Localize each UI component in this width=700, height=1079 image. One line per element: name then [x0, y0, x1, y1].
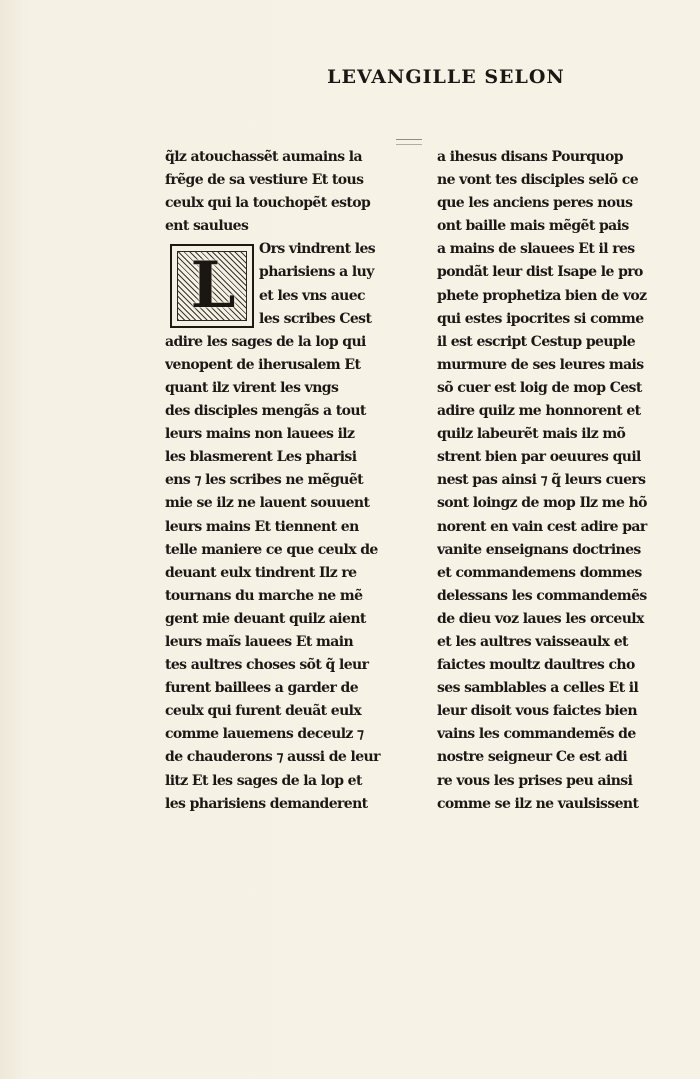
- text-line: vains les commandemẽs de: [437, 726, 636, 743]
- text-line: quant ilz virent les vngs: [165, 379, 339, 396]
- text-line: a mains de slauees Et il res: [437, 241, 635, 258]
- text-line: vanite enseignans doctrines: [437, 541, 641, 558]
- text-line: norent en vain cest adire par: [437, 518, 647, 535]
- text-line: nest pas ainsi ⁊ q̃ leurs cuers: [437, 472, 646, 489]
- text-line: et les aultres vaisseaulx et: [437, 633, 628, 650]
- text-line: ses samblables a celles Et il: [437, 680, 639, 697]
- text-line: mie se ilz ne lauent souuent: [165, 495, 370, 512]
- text-line: pondãt leur dist Isape le pro: [437, 264, 643, 281]
- text-line: frẽge de sa vestiure Et tous: [165, 172, 364, 189]
- text-line: phete prophetiza bien de voz: [437, 287, 647, 304]
- text-line: les blasmerent Les pharisi: [165, 449, 357, 466]
- text-line: de chauderons ⁊ aussi de leur: [165, 749, 380, 766]
- initial-letter: L: [190, 248, 236, 323]
- text-line: leur disoit vous faictes bien: [437, 703, 637, 720]
- text-line: ent saulues: [165, 218, 249, 235]
- text-line: comme se ilz ne vaulsissent: [437, 795, 639, 812]
- text-line: venopent de iherusalem Et: [165, 356, 361, 373]
- text-line: Ors vindrent les: [259, 241, 376, 258]
- text-line: ens ⁊ les scribes ne mẽguẽt: [165, 472, 364, 489]
- text-line: leurs maĩs lauees Et main: [165, 633, 354, 650]
- text-line: strent bien par oeuures quil: [437, 449, 641, 466]
- text-line: les scribes Cest: [259, 310, 372, 327]
- text-line: adire les sages de la lop qui: [165, 333, 366, 350]
- text-line: sõ cuer est loig de mop Cest: [437, 379, 642, 396]
- text-line: ceulx qui la touchopẽt estop: [165, 195, 371, 212]
- text-line: nostre seigneur Ce est adi: [437, 749, 628, 766]
- text-line: leurs mains non lauees ilz: [165, 426, 355, 443]
- marginal-mark: [396, 139, 422, 145]
- text-line: ceulx qui furent deuãt eulx: [165, 703, 362, 720]
- right-column: [437, 146, 669, 816]
- text-line: de dieu voz laues les orceulx: [437, 610, 644, 627]
- text-line: des disciples mengãs a tout: [165, 403, 366, 420]
- text-line: qui estes ipocrites si comme: [437, 310, 644, 327]
- text-line: a ihesus disans Pourquop: [437, 149, 623, 165]
- text-line: et commandemens dommes: [437, 564, 642, 581]
- text-line: furent baillees a garder de: [165, 680, 359, 697]
- text-line: tes aultres choses sõt q̃ leur: [165, 657, 369, 674]
- left-column: [165, 146, 401, 816]
- text-line: quilz labeurẽt mais ilz mõ: [437, 426, 626, 443]
- text-line: faictes moultz daultres cho: [437, 657, 635, 674]
- text-line: murmure de ses leures mais: [437, 356, 644, 373]
- text-line: pharisiens a luy: [259, 264, 374, 281]
- text-line: que les anciens peres nous: [437, 195, 633, 212]
- text-line: q̃lz atouchassẽt aumains la: [165, 149, 362, 165]
- text-line: gent mie deuant quilz aient: [165, 610, 366, 627]
- text-line: les pharisiens demanderent: [165, 795, 368, 812]
- running-head: LEVANGILLE SELON: [327, 66, 565, 88]
- text-line: telle maniere ce que ceulx de: [165, 541, 378, 558]
- text-line: ont baille mais mẽgẽt pais: [437, 218, 629, 235]
- text-line: re vous les prises peu ainsi: [437, 772, 633, 789]
- text-line: leurs mains Et tiennent en: [165, 518, 359, 535]
- text-line: deuant eulx tindrent Ilz re: [165, 564, 357, 581]
- text-line: sont loingz de mop Ilz me hõ: [437, 495, 647, 512]
- text-line: adire quilz me honnorent et: [437, 403, 641, 420]
- text-line: litz Et les sages de la lop et: [165, 772, 362, 789]
- text-line: tournans du marche ne mẽ: [165, 587, 363, 604]
- text-line: et les vns auec: [259, 287, 365, 304]
- text-line: il est escript Cestup peuple: [437, 333, 636, 350]
- text-line: delessans les commandemẽs: [437, 587, 647, 604]
- text-line: comme lauemens deceulz ⁊: [165, 726, 364, 743]
- text-line: ne vont tes disciples selõ ce: [437, 172, 639, 189]
